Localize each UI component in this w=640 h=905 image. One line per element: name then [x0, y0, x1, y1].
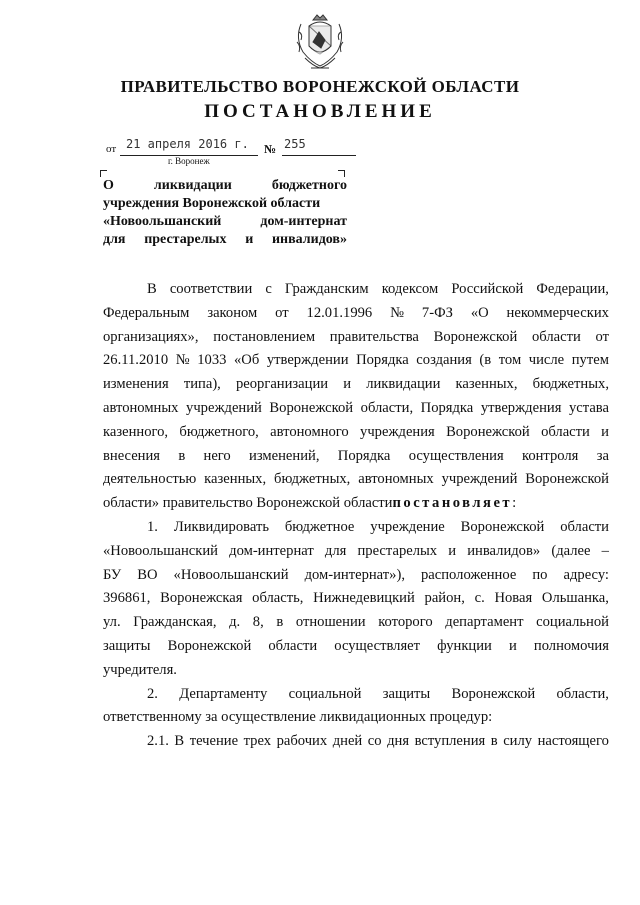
- text-line: «Новоольшанский дом-интернат для престарелых и инвалидов» (далее –: [103, 542, 609, 559]
- text-line: ответственному за осуществление ликвидационных процедур:: [103, 709, 493, 726]
- text-line: деятельностью казенных, бюджетных, автономных учреждений Воронежской: [103, 471, 609, 488]
- subject-line: для престарелых и инвалидов»: [103, 232, 347, 247]
- text-line: учредителя.: [103, 661, 177, 678]
- paragraph-preamble: [103, 278, 609, 516]
- text-line: казенного, бюджетного, автономного учреждения Воронежской области и: [103, 423, 609, 440]
- text-line: 26.11.2010 № 1033 «Об утверждении Порядка создания (в том числе путем: [103, 352, 609, 369]
- number-label: №: [264, 142, 277, 156]
- text-line: 1. Ликвидировать бюджетное учреждение Воронежской области: [147, 518, 609, 535]
- text-line: 2. Департаменту социальной защиты Воронежской области,: [147, 685, 609, 702]
- organization-title: ПРАВИТЕЛЬСТВО ВОРОНЕЖСКОЙ ОБЛАСТИ: [120, 77, 520, 96]
- subject-line: «Новоольшанский дом-интернат: [103, 214, 347, 229]
- subject-corner-left: [100, 170, 107, 177]
- text-line: ул. Гражданская, д. 8, в отношении которого департамент социальной: [103, 614, 609, 631]
- text-line: организациях», постановлением правительства Воронежской области от: [103, 328, 609, 345]
- subject-line: О ликвидации бюджетного: [103, 178, 347, 193]
- text-line: 396861, Воронежская область, Нижнедевицкий район, с. Новая Ольшанка,: [103, 590, 609, 607]
- document-type: ПОСТАНОВЛЕНИЕ: [204, 101, 436, 122]
- number-underline: [282, 155, 356, 156]
- text-line: автономных учреждений Воронежской области, Порядка утверждения устава: [103, 399, 609, 416]
- document-subject: [103, 177, 347, 249]
- text-line: 2.1. В течение трех рабочих дней со дня вступления в силу настоящего: [147, 733, 609, 750]
- text-line: изменения типа), реорганизации и ликвидации казенных, бюджетных,: [103, 376, 609, 393]
- paragraph-item-2-1: [103, 730, 609, 754]
- text-line: защиты Воронежской области осуществляет функции и полномочия: [103, 637, 609, 654]
- document-date: 21 апреля 2016 г.: [126, 137, 249, 151]
- coat-of-arms-icon: [291, 12, 349, 72]
- text-line: внесения в него изменений, Порядка осуществления контроля за: [103, 447, 609, 464]
- resolves-keyword: постановляет: [392, 495, 513, 512]
- document-number: 255: [284, 137, 306, 151]
- paragraph-item-2: [103, 683, 609, 731]
- text-line: области» правительство Воронежской области постановляет :: [103, 492, 609, 516]
- document-body: [103, 278, 609, 754]
- subject-corner-right: [338, 170, 345, 177]
- from-label: от: [106, 143, 117, 155]
- city-label: г. Воронеж: [168, 156, 210, 166]
- paragraph-item-1: [103, 516, 609, 683]
- subject-line: учреждения Воронежской области: [103, 196, 321, 211]
- text-line: В соответствии с Гражданским кодексом Российской Федерации,: [147, 281, 609, 297]
- text-line: Федеральным законом от 12.01.1996 № 7-ФЗ «О некоммерческих: [103, 304, 609, 321]
- text-line: БУ ВО «Новоольшанский дом-интернат»), расположенное по адресу:: [103, 566, 609, 583]
- date-number-line: [106, 136, 356, 162]
